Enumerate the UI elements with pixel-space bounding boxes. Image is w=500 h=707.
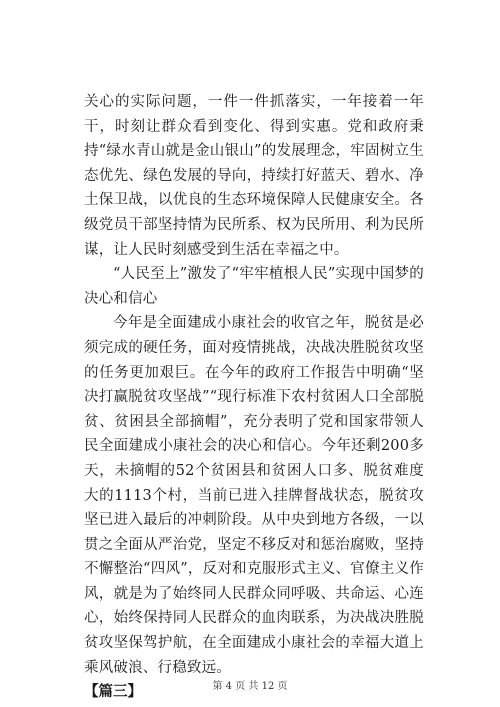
paragraph-1: 关心的实际问题，一件一件抓落实，一年接着一年干，时刻让群众看到变化、得到实惠。党和政府秉持“绿水青山就是金山银山”的发展理念，牢固树立生态优先、绿色发展的导向，持续打好蓝天、碧水、净土保卫战，以优良的生态环境保障人民健康安全。各级党员干部坚持情为民所系、权为民所用、利为民所谋，让人民时刻感受到生活在幸福之中。 — [84, 94, 424, 258]
document-body — [84, 90, 424, 705]
section-heading: 【篇三】 — [84, 683, 142, 701]
paragraph-3: 今年是全面建成小康社会的收官之年，脱贫是必须完成的硬任务，面对疫情挑战，决战决胜脱贫攻坚的任务更加艰巨。在今年的政府工作报告中明确“坚决打赢脱贫攻坚战”“现行标准下农村贫困人口全部脱贫、贫困县全部摘帽”，充分表明了党和国家带领人民全面建成小康社会的决心和信心。今年还剩200多天，未摘帽的52个贫困县和贫困人口多、脱贫难度大的1113个村，当前已进入挂牌督战状态，脱贫攻坚已进入最后的冲刺阶段。从中央到地方各级，一以贯之全面从严治党，坚定不移反对和惩治腐败，坚持不懈整治“四风”，反对和克服形式主义、官僚主义作风，就是为了始终同人民群众同呼吸、共命运、心连心，始终保持同人民群众的血肉联系，为决战决胜脱贫攻坚保驾护航，在全面建成小康社会的幸福大道上乘风破浪、行稳致远。 — [84, 315, 424, 676]
page-footer: 第 4 页 共 12 页 — [212, 681, 288, 692]
paragraph-2: “人民至上”激发了“牢牢植根人民”实现中国梦的决心和信心 — [84, 266, 424, 307]
